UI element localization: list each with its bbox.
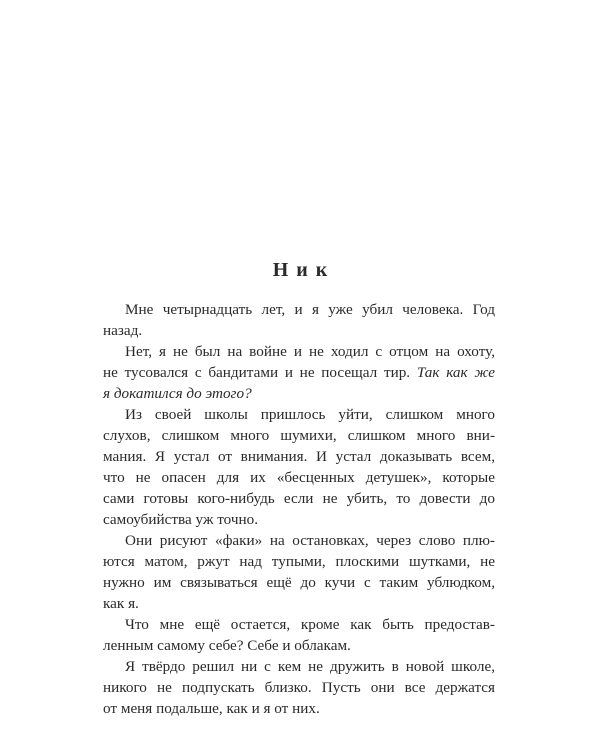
text-line: что не опасен для их «бесценных детушек», которые	[103, 469, 495, 486]
text-line: назад.	[103, 322, 143, 339]
text-line	[103, 362, 495, 383]
text-line: самоубийства уж точно.	[103, 511, 259, 528]
text-line: Я твёрдо решил ни с кем не дружить в новой школе,	[125, 658, 495, 675]
text-line: мания. Я устал от внимания. И устал доказывать всем,	[103, 448, 495, 465]
italic-text: Так как же	[416, 364, 496, 381]
text-line: Из своей школы пришлось уйти, слишком много	[125, 406, 495, 423]
italic-text-line: я докатился до этого?	[103, 385, 252, 402]
text-line: Мне четырнадцать лет, и я уже убил человека. Год	[125, 301, 495, 318]
text-line: ленным самому себе? Себе и облакам.	[103, 637, 351, 654]
text-line: сами готовы кого-нибудь если не убить, то довести до	[103, 490, 495, 507]
chapter-title: Ник	[272, 259, 336, 281]
text-line: Они рисуют «факи» на остановках, через слово плю-	[125, 532, 495, 549]
text-line: слухов, слишком много шумихи, слишком много вни-	[103, 427, 495, 444]
body-text	[103, 299, 495, 719]
text-line: нужно им связываться ещё до кучи с таким ублюдком,	[103, 574, 495, 591]
text-line: от меня подальше, как и я от них.	[103, 700, 320, 717]
text-line: Что мне ещё остается, кроме как быть предостав-	[125, 616, 495, 633]
text-line: Нет, я не был на войне и не ходил с отцом на охоту,	[125, 343, 495, 360]
text-line: как я.	[103, 595, 139, 612]
text-line: ются матом, ржут над тупыми, плоскими шутками, не	[103, 553, 495, 570]
text-segment: не тусовался с бандитами и не посещал тир.	[103, 364, 411, 381]
text-line: никого не подпускать близко. Пусть они все держатся	[103, 679, 495, 696]
